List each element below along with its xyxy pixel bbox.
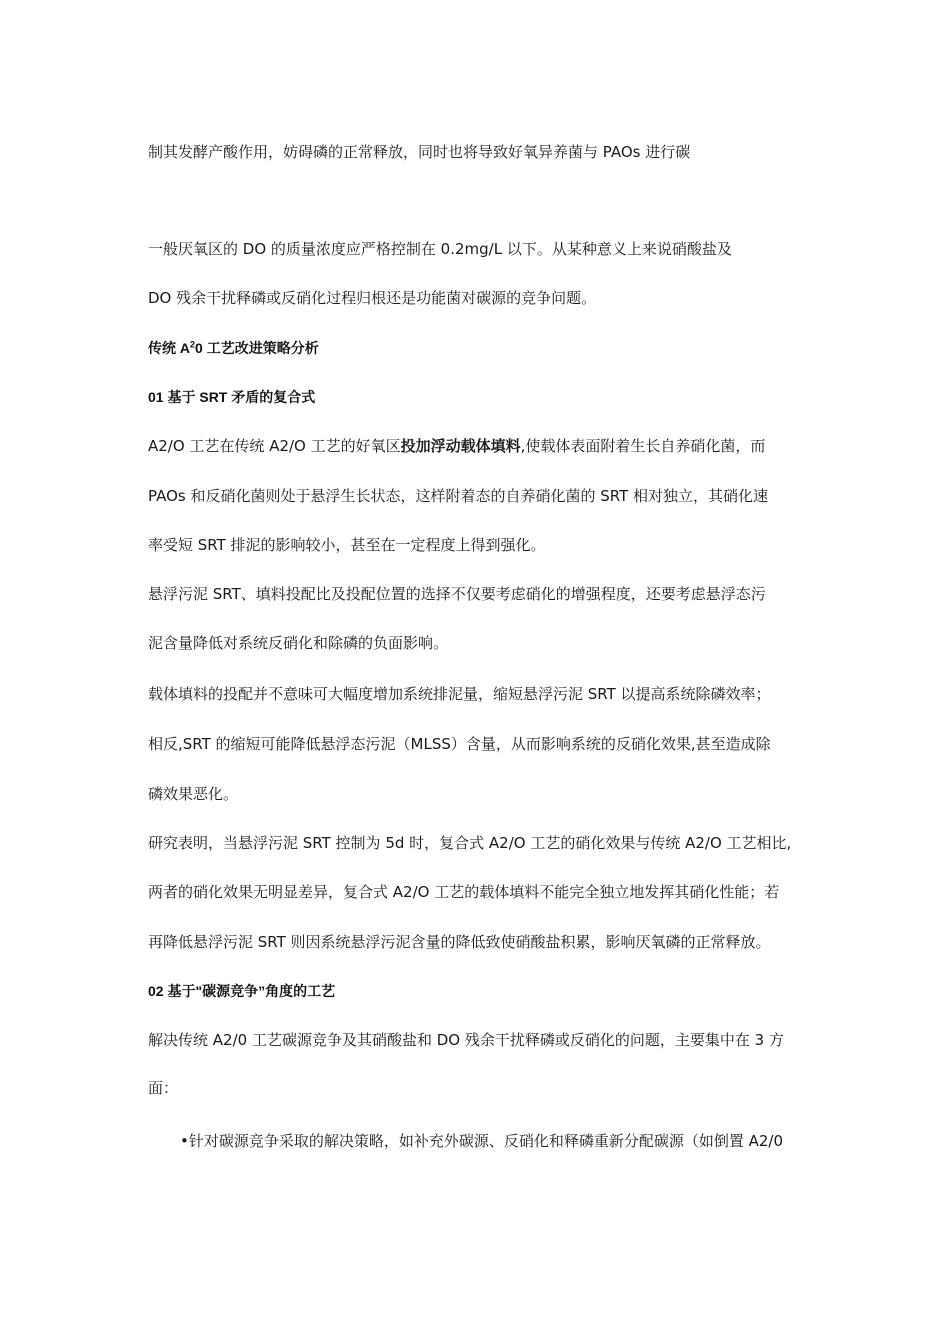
paragraph-line: 一般厌氧区的 DO 的质量浓度应严格控制在 0.2mg/L 以下。从某种意义上来说硝酸盐及 [148,240,732,258]
paragraph-line: 悬浮污泥 SRT、填料投配比及投配位置的选择不仅要考虑硝化的增强程度，还要考虑悬浮态污 [148,585,766,603]
subsection-heading: 02 基于"碳源竞争”角度的工艺 [148,983,336,999]
section-heading [148,338,818,358]
paragraph-line: 研究表明，当悬浮污泥 SRT 控制为 5d 时，复合式 A2/O 工艺的硝化效果与传统 A2/O 工艺相比, [148,834,792,852]
text-run: ,使载体表面附着生长自养硝化菌，而 [520,437,766,455]
paragraph-line: 解决传统 A2/0 工艺碳源竞争及其硝酸盐和 DO 残余干扰释磷或反硝化的问题，主要集中在 3 方 [148,1031,784,1049]
subsection-heading: 01 基于 SRT 矛盾的复合式 [148,389,316,405]
bold-text-run: 投加浮动载体填料 [400,437,521,455]
paragraph-line: 再降低悬浮污泥 SRT 则因系统悬浮污泥含量的降低致使硝酸盐积累，影响厌氧磷的正常释放。 [148,933,771,951]
paragraph-line: 率受短 SRT 排泥的影响较小，甚至在一定程度上得到强化。 [148,536,546,554]
paragraph-line: 载体填料的投配并不意味可大幅度增加系统排泥量，缩短悬浮污泥 SRT 以提高系统除磷效率； [148,685,771,703]
paragraph-line: 面： [148,1079,179,1097]
paragraph-line [148,436,818,456]
paragraph-line: DO 残余干扰释磷或反硝化过程归根还是功能菌对碳源的竞争问题。 [148,289,597,307]
paragraph-line: 两者的硝化效果无明显差异，复合式 A2/O 工艺的载体填料不能完全独立地发挥其硝化性能；若 [148,883,780,901]
heading-text: 传统 A [148,340,190,356]
heading-text: 0 工艺改进策略分析 [195,340,319,356]
heading-superscript: 2 [190,339,196,350]
paragraph-line: 磷效果恶化。 [148,785,239,803]
paragraph-line: 制其发酵产酸作用，妨碍磷的正常释放，同时也将导致好氧异养菌与 PAOs 进行碳 [148,143,691,161]
paragraph-line: 相反,SRT 的缩短可能降低悬浮态污泥（MLSS）含量，从而影响系统的反硝化效果,甚至造成除 [148,735,771,753]
text-run: A2/O 工艺在传统 A2/O 工艺的好氧区 [148,437,401,455]
bullet-item: •针对碳源竞争采取的解决策略，如补充外碳源、反硝化和释磷重新分配碳源（如倒置 A2/0 [180,1132,784,1150]
paragraph-line: PAOs 和反硝化菌则处于悬浮生长状态，这样附着态的自养硝化菌的 SRT 相对独立，其硝化速 [148,487,769,505]
paragraph-line: 泥含量降低对系统反硝化和除磷的负面影响。 [148,634,449,652]
